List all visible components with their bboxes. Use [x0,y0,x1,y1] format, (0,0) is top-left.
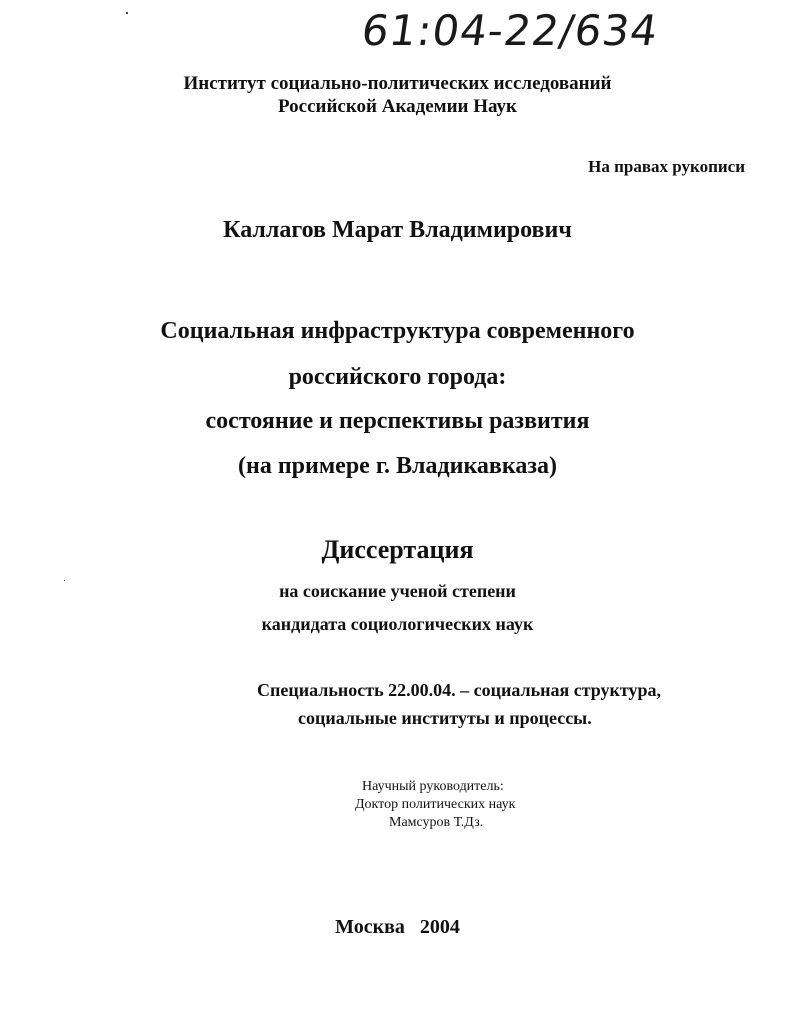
specialty-line2: социальные институты и процессы. [298,708,592,728]
scan-speck [126,12,128,14]
degree-line2: кандидата социологических наук [261,614,534,634]
dissertation-title-line1: Социальная инфраструктура современного [160,318,635,344]
dissertation-title-line4: (на примере г. Владикавказа) [238,453,557,479]
supervisor-degree: Доктор политических наук [355,797,516,812]
institute-name-line1: Институт социально-политических исследований [183,73,612,94]
specialty-line1: Специальность 22.00.04. – социальная структура, [257,680,662,700]
place-and-year: Москва 2004 [335,916,460,938]
dissertation-title-line2: российского города: [288,364,507,390]
author-name: Каллагов Марат Владимирович [223,217,572,243]
supervisor-label: Научный руководитель: [362,779,504,794]
work-type-heading: Диссертация [321,535,474,564]
dissertation-title-line3: состояние и перспективы развития [205,408,590,434]
institute-name-line2: Российской Академии Наук [278,96,517,117]
rights-note: На правах рукописи [588,157,745,176]
supervisor-name: Мамсуров Т.Дз. [389,815,484,830]
handwritten-archive-number: 61:04-22/634 [358,6,662,55]
degree-line1: на соискание ученой степени [279,581,516,601]
